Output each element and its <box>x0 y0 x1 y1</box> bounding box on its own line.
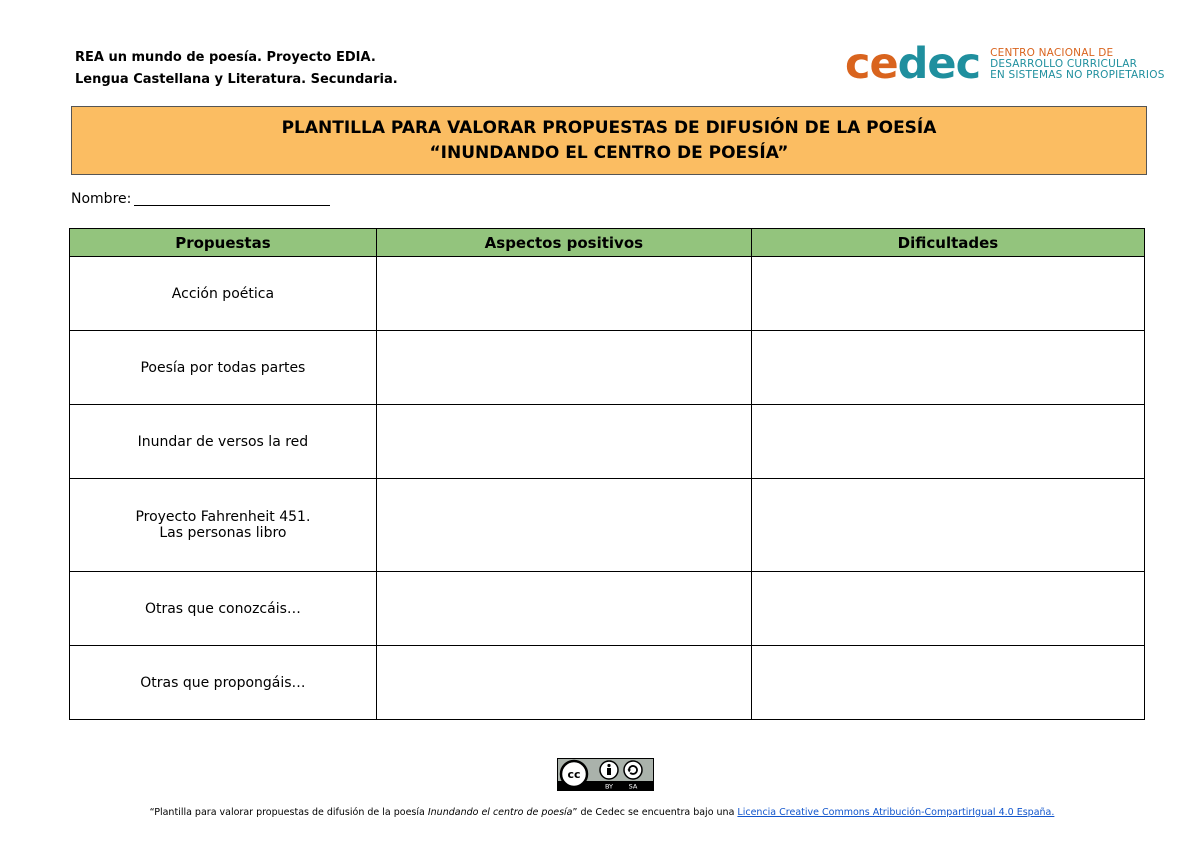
propuesta-text: Poesía por todas partes <box>140 359 306 376</box>
logo-word-dec: dec <box>897 39 981 89</box>
license-link[interactable]: Licencia Creative Commons Atribución-CompartirIgual 4.0 España. <box>737 807 1055 818</box>
cc-text: cc <box>567 768 581 781</box>
title-line-2: “INUNDANDO EL CENTRO DE POESÍA” <box>429 142 789 163</box>
propuesta-cell <box>70 646 377 720</box>
header-propuestas: Propuestas <box>70 229 377 257</box>
table-row <box>70 479 1145 572</box>
document-header <box>75 47 398 91</box>
logo-tagline <box>990 48 1164 81</box>
cedec-logo-wordmark <box>845 39 981 89</box>
propuesta-cell <box>70 479 377 572</box>
license-footer <box>0 807 1204 819</box>
cc-by-sa-icon <box>558 759 653 790</box>
footer-italic-title: Inundando el centro de poesía <box>427 807 573 818</box>
propuesta-text: Inundar de versos la red <box>137 433 309 450</box>
header-line-2: Lengua Castellana y Literatura. Secundaria. <box>75 72 398 87</box>
by-text: BY <box>604 782 614 790</box>
dificultades-cell[interactable] <box>751 257 1144 331</box>
propuesta-cell <box>70 331 377 405</box>
propuesta-text: Otras que conozcáis… <box>144 600 301 617</box>
positivos-cell[interactable] <box>376 646 751 720</box>
header-dificultades: Dificultades <box>751 229 1144 257</box>
name-field <box>71 191 330 207</box>
cc-by-sa-badge[interactable] <box>557 758 654 791</box>
title-line-1: PLANTILLA PARA VALORAR PROPUESTAS DE DIFUSIÓN DE LA POESÍA <box>281 117 937 138</box>
table-header-row <box>70 229 1145 257</box>
logo-tagline-3: EN SISTEMAS NO PROPIETARIOS <box>990 68 1165 81</box>
positivos-cell[interactable] <box>376 405 751 479</box>
table-row <box>70 257 1145 331</box>
logo-tagline-2: DESARROLLO CURRICULAR <box>990 57 1138 70</box>
propuesta-cell <box>70 572 377 646</box>
propuesta-text: Acción poética <box>171 285 275 302</box>
logo-tagline-1: CENTRO NACIONAL DE <box>990 46 1114 59</box>
logo-word-ce: ce <box>845 39 898 89</box>
dificultades-cell[interactable] <box>751 572 1144 646</box>
table-row <box>70 405 1145 479</box>
propuesta-cell <box>70 405 377 479</box>
positivos-cell[interactable] <box>376 331 751 405</box>
table-row <box>70 331 1145 405</box>
evaluation-table <box>69 228 1145 720</box>
positivos-cell[interactable] <box>376 257 751 331</box>
footer-prefix: “Plantilla para valorar propuestas de difusión de la poesía <box>149 807 428 818</box>
title-box <box>71 106 1147 175</box>
dificultades-cell[interactable] <box>751 405 1144 479</box>
propuesta-text: Otras que propongáis… <box>140 674 306 691</box>
cedec-logo <box>845 39 1165 89</box>
propuesta-text-line-2: Las personas libro <box>159 525 287 541</box>
name-blank-line[interactable] <box>134 191 330 206</box>
propuesta-text: Proyecto Fahrenheit 451. <box>135 509 311 525</box>
dificultades-cell[interactable] <box>751 331 1144 405</box>
dificultades-cell[interactable] <box>751 646 1144 720</box>
name-label: Nombre: <box>71 191 132 207</box>
header-aspectos-positivos: Aspectos positivos <box>376 229 751 257</box>
positivos-cell[interactable] <box>376 479 751 572</box>
table-row <box>70 572 1145 646</box>
positivos-cell[interactable] <box>376 572 751 646</box>
table-row <box>70 646 1145 720</box>
dificultades-cell[interactable] <box>751 479 1144 572</box>
sa-text: SA <box>628 782 638 790</box>
header-line-1: REA un mundo de poesía. Proyecto EDIA. <box>75 50 376 65</box>
propuesta-cell <box>70 257 377 331</box>
footer-middle: ” de Cedec se encuentra bajo una <box>572 807 738 818</box>
